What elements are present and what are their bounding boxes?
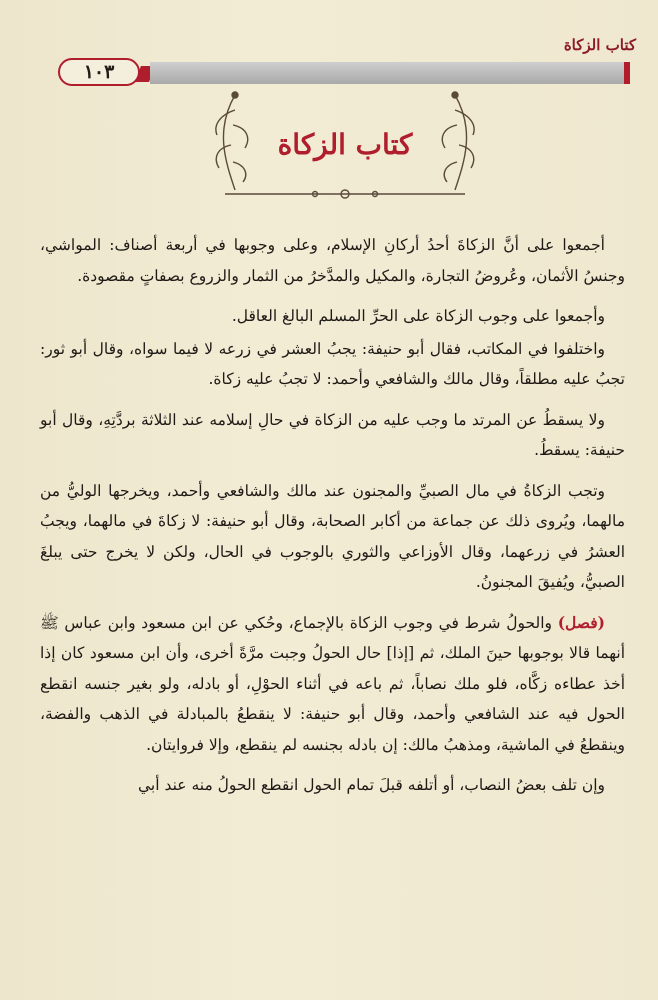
paragraph-2: وأجمعوا على وجوب الزكاة على الحرِّ المسلم البالغ العاقل. [231, 307, 605, 325]
paragraph-6 [40, 608, 625, 761]
header-band [150, 62, 630, 84]
body-text [40, 230, 625, 811]
paragraph-6-text: والحولُ شرط في وجوب الزكاة بالإجماع، وحُكي عن ابن مسعود وابن عباس ﷺ أنهما قالا بوجوبها حينَ الملك، ثم [إذا] حال الحولُ وجبت مرَّةً أخرى، وأن ابن مسعود كان إذا أخذ عطاءه زكَّاه، فلو ملك نصاباً، ثم باعه في أثناء الحوْلِ، أو بادله، ولو بغير جنسه انقطع الحول فيه عند الشافعي وأحمد، وقال أبو حنيفة: لا ينقطعُ بالمبادلة في الذهب والفضة، وينقطعُ في الماشية، ومذهبُ مالك: إن بادله بجنسه لم ينقطع، وإلا فروايتان. [40, 613, 625, 754]
page-number: ١٠٣ [58, 58, 140, 86]
paragraph-1: أجمعوا على أنَّ الزكاةَ أحدُ أركانِ الإسلام، وعلى وجوبها في أربعة أصناف: المواشي، وجنسُ الأثمان، وعُروضُ التجارة، والمكيل والمدَّخرُ من الثمار والزروع بصفاتٍ مقصودة. [40, 236, 625, 285]
section-label-fasl: (فصل) [557, 612, 605, 632]
paragraph-7: وإن تلف بعضُ النصاب، أو أتلفه قبلَ تمام الحول انقطع الحولُ منه عند أبي [138, 776, 605, 794]
chapter-title: كتاب الزكاة [277, 128, 413, 161]
paragraph-4: ولا يسقطُ عن المرتد ما وجب عليه من الزكاة في حالِ إسلامه عند الثلاثة بردَّتِهِ، وقال أبو حنيفة: يسقطُ. [40, 410, 625, 459]
paragraph-5: وتجب الزكاةُ في مال الصبيِّ والمجنون عند مالك والشافعي وأحمد، ويخرجها الوليُّ من مالهما، ويُروى ذلك عن جماعة من أكابر الصحابة، وقال أبو حنيفة: لا زكاةَ في مالهما، ويجبُ العشرُ في زرعهما، وقال الأوزاعي والثوري بالوجوب في الحال، ولكن لا يخرج حتى يبلغَ الصبيُّ، ويُفيقَ المجنونُ. [40, 481, 625, 591]
running-head-book-title: كتاب الزكاة [563, 36, 636, 54]
paragraph-3: واختلفوا في المكاتب، فقال أبو حنيفة: يجبُ العشر في زرعه لا فيما سواه، وقال أبو ثور: تجبُ عليه مطلقاً، وقال مالك والشافعي وأحمد: لا تجبُ عليه زكاة. [40, 339, 625, 388]
